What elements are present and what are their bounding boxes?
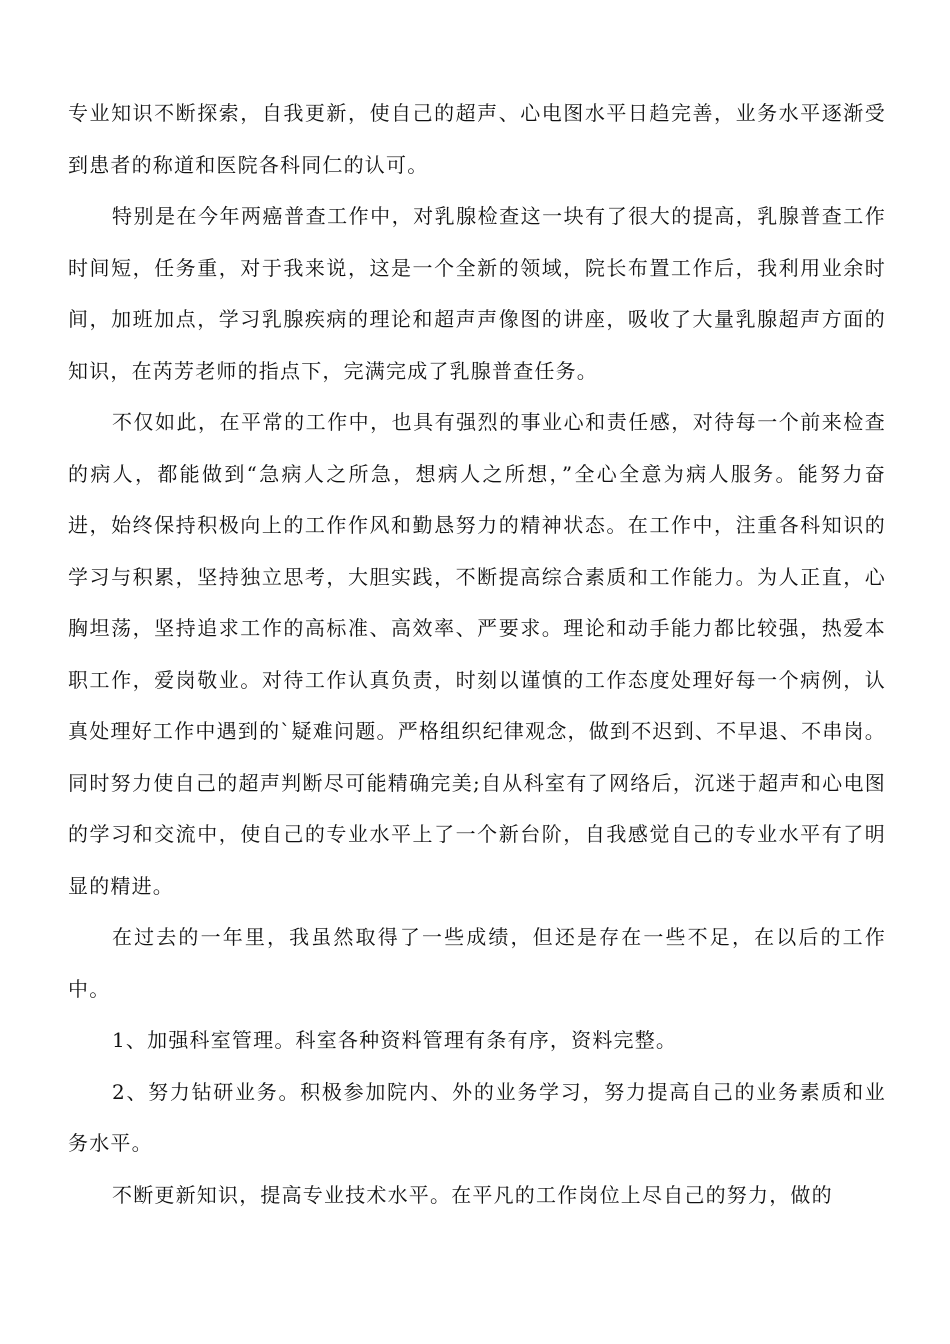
paragraph-2: 特别是在今年两癌普查工作中，对乳腺检查这一块有了很大的提高，乳腺普查工作时间短，任务重，对于我来说，这是一个全新的领域，院长布置工作后，我利用业余时间，加班加点，学习乳腺疾病的理论和超声声像图的讲座，吸收了大量乳腺超声方面的知识，在芮芳老师的指点下，完满完成了乳腺普查任务。 <box>68 204 886 383</box>
list-item-2: 2、努力钻研业务。积极参加院内、外的业务学习，努力提高自己的业务素质和业务水平。 <box>68 1079 886 1155</box>
list-item-1: 1、加强科室管理。科室各种资料管理有条有序，资料完整。 <box>112 1028 678 1052</box>
paragraph-5: 不断更新知识，提高专业技术水平。在平凡的工作岗位上尽自己的努力，做的 <box>112 1182 833 1207</box>
document-body <box>68 88 886 1221</box>
paragraph-3: 不仅如此，在平常的工作中，也具有强烈的事业心和责任感，对待每一个前来检查的病人，都能做到“急病人之所急，想病人之所想，”全心全意为病人服务。能努力奋进，始终保持积极向上的工作作风和勤恳努力的精神状态。在工作中，注重各科知识的学习与积累，坚持独立思考，大胆实践，不断提高综合素质和工作能力。为人正直，心胸坦荡，坚持追求工作的高标准、高效率、严要求。理论和动手能力都比较强，热爱本职工作，爱岗敬业。对待工作认真负责，时刻以谨慎的工作态度处理好每一个病例，认真处理好工作中遇到的`疑难问题。严格组织纪律观念，做到不迟到、不早退、不串岗。同时努力使自己的超声判断尽可能精确完美;自从科室有了网络后，沉迷于超声和心电图的学习和交流中，使自己的专业水平上了一个新台阶，自我感觉自己的专业水平有了明显的精进。 <box>68 410 886 898</box>
paragraph-1: 专业知识不断探索，自我更新，使自己的超声、心电图水平日趋完善，业务水平逐渐受到患者的称道和医院各科同仁的认可。 <box>68 101 886 177</box>
paragraph-4: 在过去的一年里，我虽然取得了一些成绩，但还是存在一些不足，在以后的工作中。 <box>68 925 886 1001</box>
